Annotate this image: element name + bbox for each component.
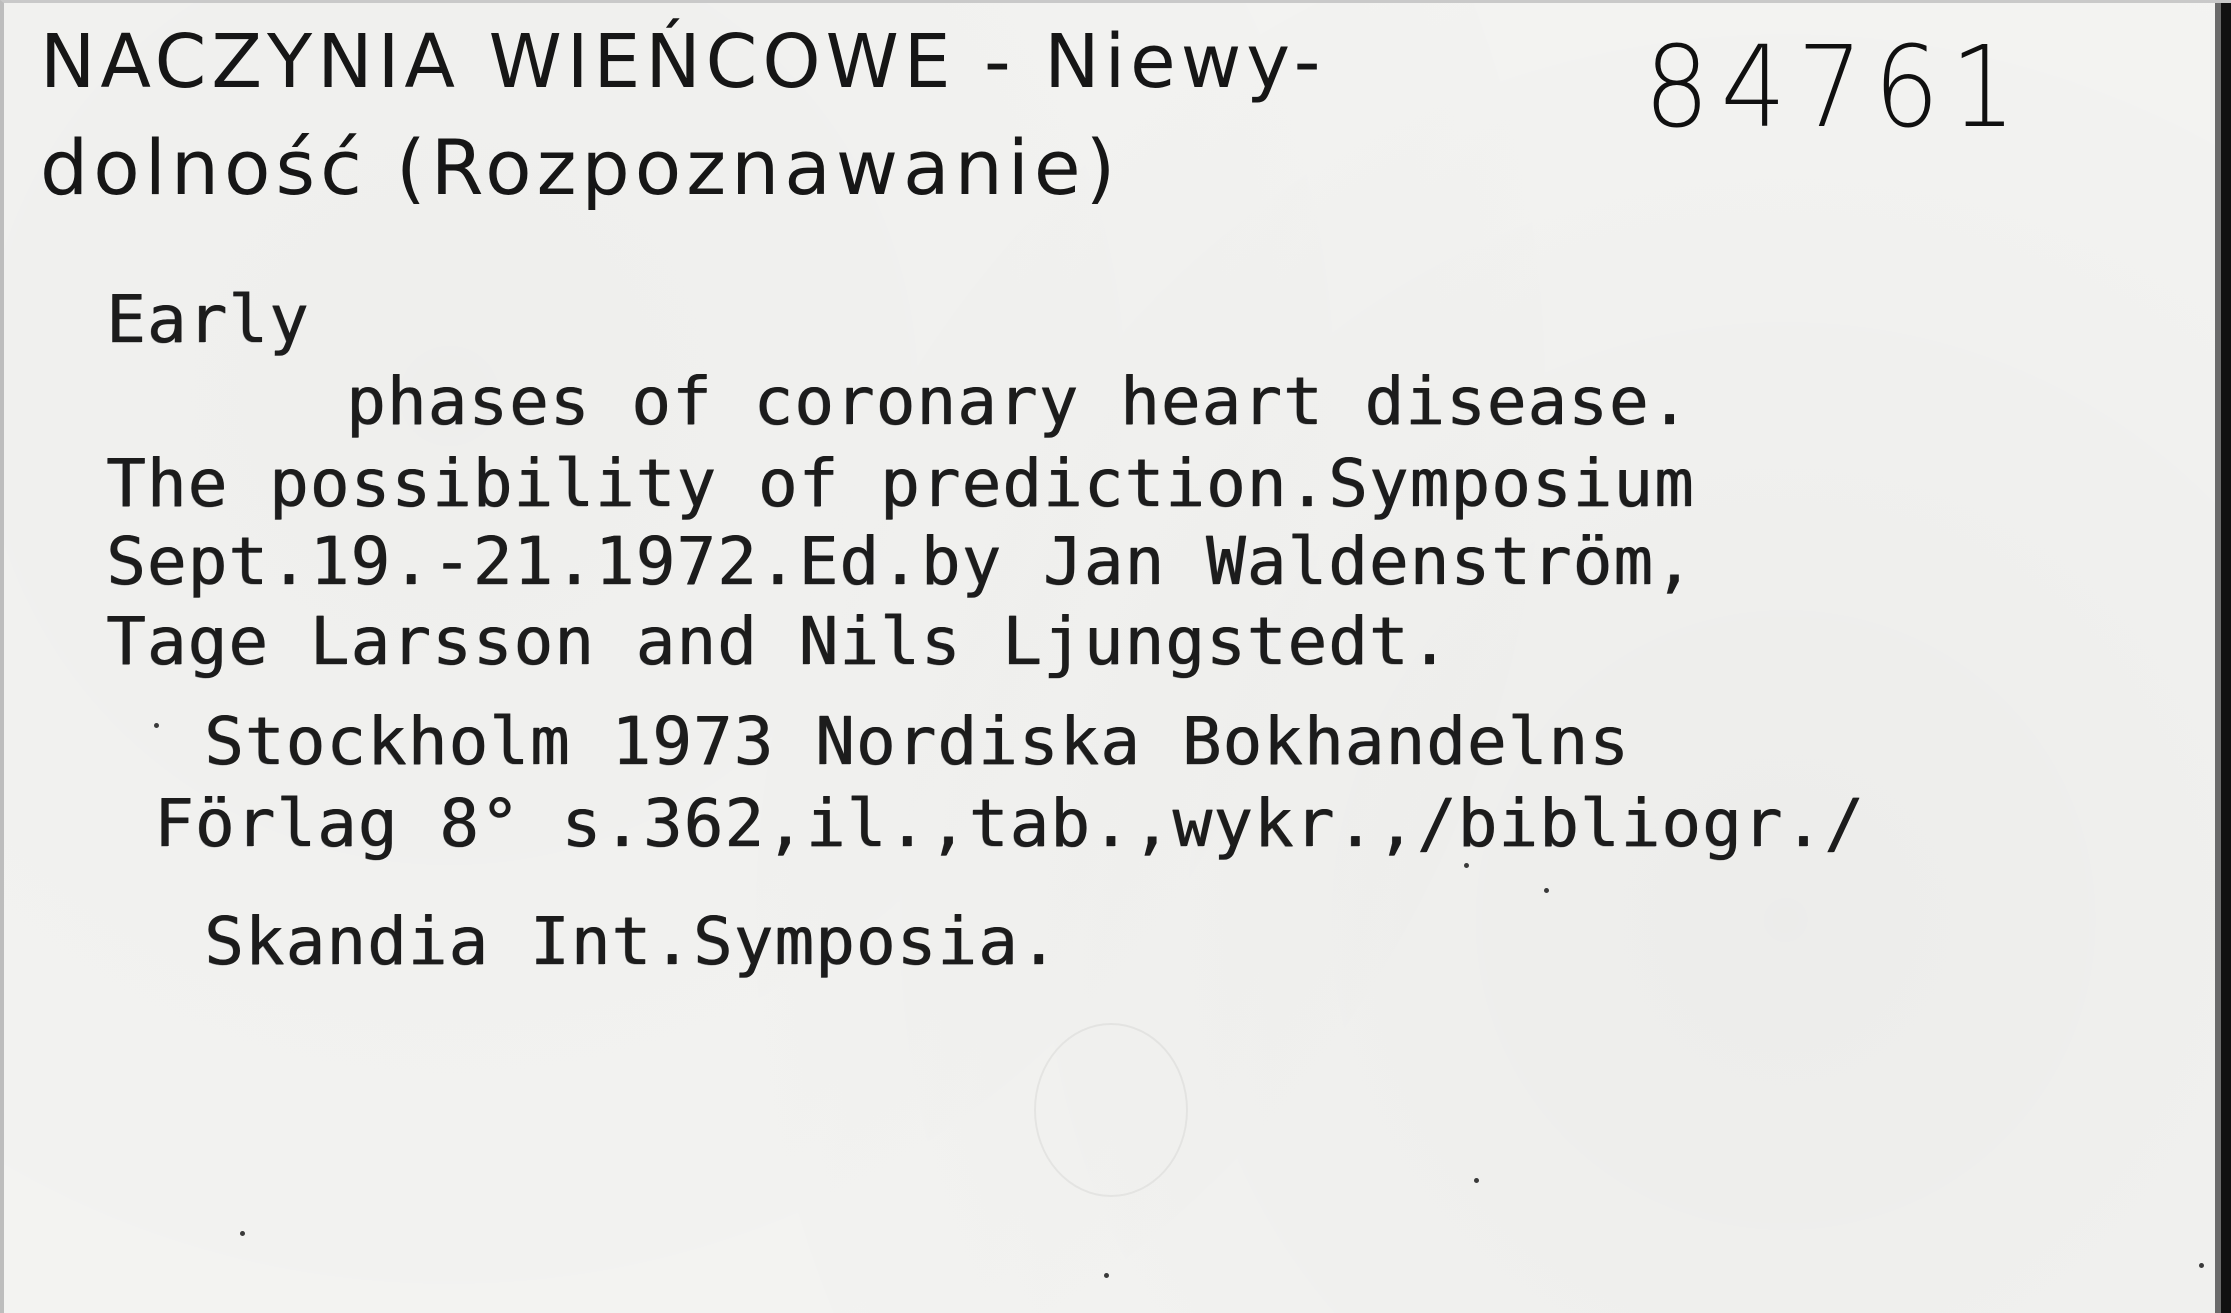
catalog-number: 84761 bbox=[1644, 23, 2027, 153]
dust-speck bbox=[2199, 1263, 2204, 1268]
series-note: Skandia Int.Symposia. bbox=[204, 903, 1060, 980]
faint-stamp-mark bbox=[1034, 1023, 1188, 1197]
dust-speck bbox=[154, 723, 159, 728]
card-edge bbox=[2221, 3, 2231, 1313]
dust-speck bbox=[1104, 1273, 1109, 1278]
imprint-line-2: Förlag 8° s.362,il.,tab.,wykr.,/bibliogr./ bbox=[154, 785, 1865, 862]
dust-speck bbox=[1544, 888, 1549, 893]
imprint-line-1: Stockholm 1973 Nordiska Bokhandelns bbox=[204, 703, 1630, 780]
title-line-3: The possibility of prediction.Symposium bbox=[106, 445, 1695, 522]
subject-heading-line-1: NACZYNIA WIEŃCOWE - Niewy- bbox=[40, 19, 1326, 105]
title-line-1: Early bbox=[106, 281, 310, 358]
dust-speck bbox=[1464, 863, 1469, 868]
title-line-2: phases of coronary heart disease. bbox=[346, 363, 1691, 440]
dust-speck bbox=[1474, 1178, 1479, 1183]
dust-speck bbox=[240, 1231, 245, 1236]
title-line-4: Sept.19.-21.1972.Ed.by Jan Waldenström, bbox=[106, 523, 1695, 600]
subject-heading-line-2: dolność (Rozpoznawanie) bbox=[40, 123, 1121, 212]
title-line-5: Tage Larsson and Nils Ljungstedt. bbox=[106, 603, 1451, 680]
